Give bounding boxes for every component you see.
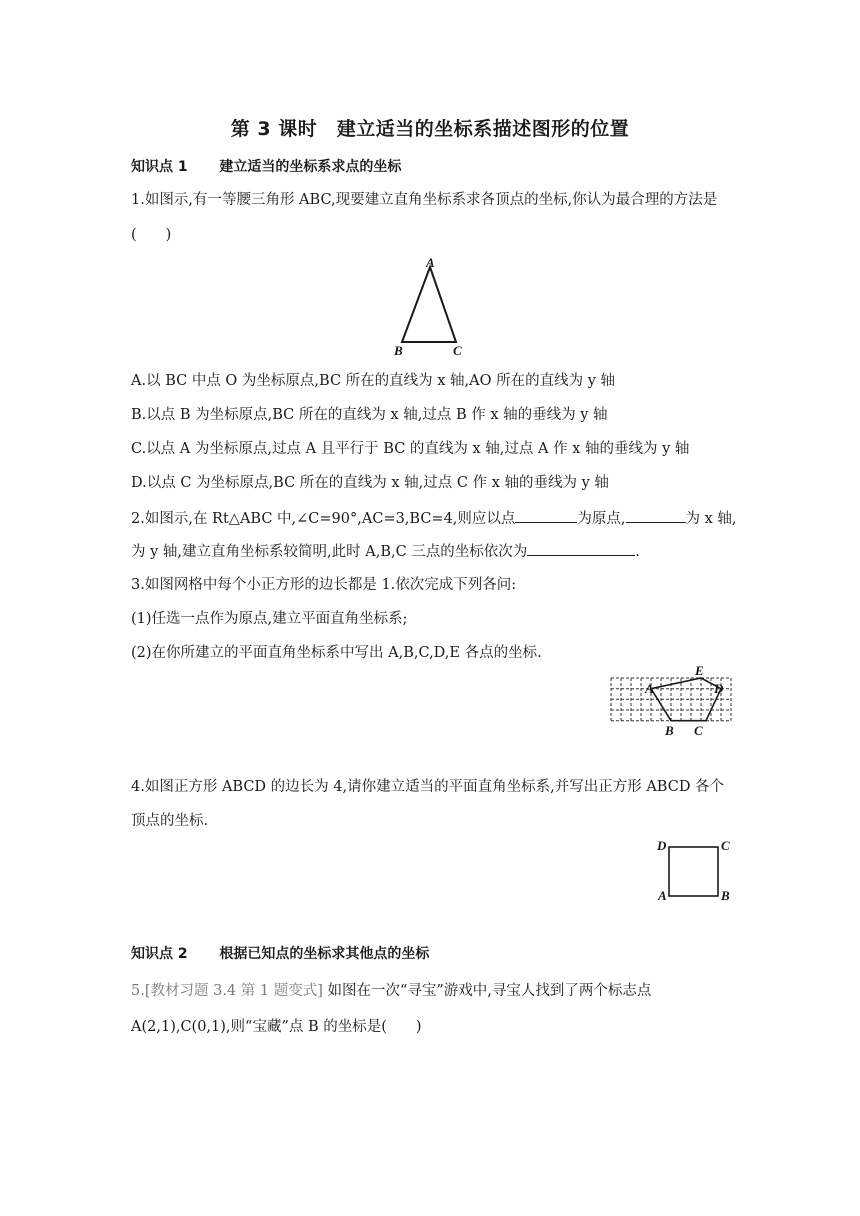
q2-text-2: 为原点, — [577, 511, 626, 527]
label-c: C — [694, 723, 703, 738]
q1-triangle-figure — [390, 257, 470, 357]
section-2-heading — [131, 945, 429, 963]
q5-stem — [131, 982, 651, 1000]
q2-blank-x-axis[interactable] — [626, 508, 686, 523]
section-1-label: 知识点 1 — [131, 159, 188, 175]
q1-answer-bracket: ( ) — [131, 227, 172, 243]
q2-line-1 — [131, 508, 737, 528]
label-c: C — [721, 838, 730, 853]
label-b: B — [721, 888, 730, 903]
section-2-label: 知识点 2 — [131, 946, 188, 962]
triangle-abc — [402, 267, 456, 342]
label-e: E — [695, 663, 704, 678]
q2-blank-coordinates[interactable] — [527, 541, 635, 556]
label-c: C — [453, 343, 462, 358]
label-d: D — [714, 681, 724, 696]
q1-option-c: C.以点 A 为坐标原点,过点 A 且平行于 BC 的直线为 x 轴,过点 A 作 x 轴的垂线为 y 轴 — [131, 441, 690, 457]
section-2-title: 根据已知点的坐标求其他点的坐标 — [219, 946, 430, 962]
q1-option-b: B.以点 B 为坐标原点,BC 所在的直线为 x 轴,过点 B 作 x 轴的垂线为 y 轴 — [131, 407, 608, 423]
square-abcd — [669, 847, 718, 896]
label-a: A — [426, 255, 435, 270]
label-a: A — [645, 681, 654, 696]
q1-option-d: D.以点 C 为坐标原点,BC 所在的直线为 x 轴,过点 C 作 x 轴的垂线为 y 轴 — [131, 475, 609, 491]
q2-text-5: . — [635, 544, 640, 560]
q2-text-4: 为 y 轴,建立直角坐标系较简明,此时 A,B,C 三点的坐标依次为 — [131, 544, 528, 560]
label-b: B — [665, 723, 674, 738]
q5-stem-continued: A(2,1),C(0,1),则“宝藏”点 B 的坐标是( ) — [131, 1019, 422, 1035]
section-1-heading — [131, 158, 401, 176]
q2-line-2 — [131, 541, 640, 561]
page-title: 第 3 课时 建立适当的坐标系描述图形的位置 — [230, 118, 630, 140]
q1-option-a: A.以 BC 中点 O 为坐标原点,BC 所在的直线为 x 轴,AO 所在的直线为 y 轴 — [131, 373, 616, 389]
q5-text: 如图在一次“寻宝”游戏中,寻宝人找到了两个标志点 — [322, 983, 652, 999]
section-1-title: 建立适当的坐标系求点的坐标 — [219, 159, 402, 175]
q2-blank-origin[interactable] — [515, 508, 577, 523]
q4-stem-continued: 顶点的坐标. — [131, 813, 209, 829]
q3-stem: 3.如图网格中每个小正方形的边长都是 1.依次完成下列各问: — [131, 577, 517, 593]
q4-square-figure — [656, 836, 736, 906]
q3-part-1: (1)任选一点作为原点,建立平面直角坐标系; — [131, 611, 408, 627]
q3-grid-figure — [608, 662, 738, 742]
q1-stem: 1.如图示,有一等腰三角形 ABC,现要建立直角坐标系求各顶点的坐标,你认为最合理的方法是 — [131, 192, 718, 208]
q4-stem: 4.如图正方形 ABCD 的边长为 4,请你建立适当的平面直角坐标系,并写出正方形 ABCD 各个 — [131, 779, 725, 795]
q2-text-1: 2.如图示,在 Rt△ABC 中,∠C=90°,AC=3,BC=4,则应以点 — [131, 511, 516, 527]
label-b: B — [394, 343, 403, 358]
q3-part-2: (2)在你所建立的平面直角坐标系中写出 A,B,C,D,E 各点的坐标. — [131, 645, 542, 661]
q2-text-3: 为 x 轴, — [685, 511, 737, 527]
label-a: A — [658, 888, 667, 903]
q5-source-tag: 5.[教材习题 3.4 第 1 题变式] — [131, 983, 323, 999]
label-d: D — [657, 838, 667, 853]
